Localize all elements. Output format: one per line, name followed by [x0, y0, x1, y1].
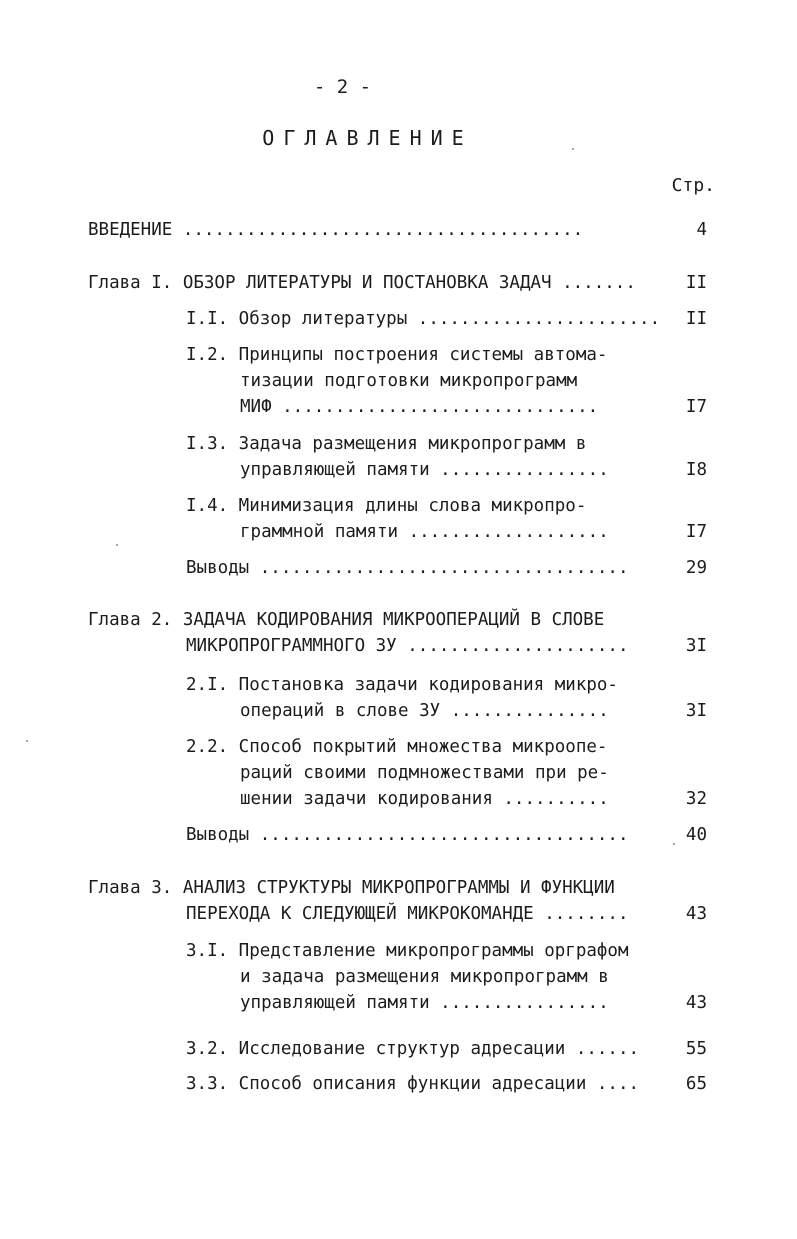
scan-speck	[116, 544, 118, 546]
toc-line: Глава 3. АНАЛИЗ СТРУКТУРЫ МИКРОПРОГРАММЫ И ФУНКЦИИ	[88, 878, 615, 898]
toc-line: операций в слове ЗУ ...............	[240, 701, 609, 721]
toc-page-number: I7	[685, 522, 707, 542]
page-number: - 2 -	[313, 76, 372, 98]
toc-line: граммной памяти ...................	[240, 522, 609, 542]
toc-page-number: 3I	[685, 636, 707, 656]
scan-speck	[673, 843, 675, 845]
toc-line: МИКРОПРОГРАММНОГО ЗУ .....................	[186, 636, 629, 656]
toc-line: ПЕРЕХОДА К СЛЕДУЮЩЕЙ МИКРОКОМАНДЕ ........	[186, 904, 629, 924]
toc-line: 2.I. Постановка задачи кодирования микро-	[186, 675, 618, 695]
toc-page-number: 40	[685, 825, 707, 845]
toc-line: I.2. Принципы построения системы автома-	[186, 345, 608, 365]
toc-page-number: 29	[685, 558, 707, 578]
toc-line: тизации подготовки микропрограмм	[240, 371, 578, 391]
toc-line: управляющей памяти ................	[240, 460, 609, 480]
toc-line: I.4. Минимизация длины слова микропро-	[186, 496, 587, 516]
toc-line: МИФ ..............................	[240, 397, 599, 417]
toc-line: Глава I. ОБЗОР ЛИТЕРАТУРЫ И ПОСТАНОВКА ЗАДАЧ .......	[88, 273, 636, 293]
toc-line: Выводы ...................................	[186, 825, 629, 845]
toc-line: I.I. Обзор литературы .......................	[186, 309, 661, 329]
toc-line: 3.I. Представление микропрограммы орграфом	[186, 941, 629, 961]
toc-page-number: 4	[696, 220, 707, 240]
toc-line: шении задачи кодирования ..........	[240, 789, 609, 809]
toc-line: ВВЕДЕНИЕ ......................................	[88, 220, 584, 240]
toc-page-number: 43	[685, 993, 707, 1013]
toc-page-number: II	[685, 273, 707, 293]
toc-line: 3.3. Способ описания функции адресации ....	[186, 1074, 640, 1094]
toc-page-number: 55	[685, 1039, 707, 1059]
toc-line: I.3. Задача размещения микропрограмм в	[186, 434, 587, 454]
toc-line: и задача размещения микропрограмм в	[240, 967, 609, 987]
scan-speck	[572, 148, 574, 150]
page-column-header: Стр.	[671, 175, 715, 196]
toc-line: Выводы ...................................	[186, 558, 629, 578]
toc-page-number: 3I	[685, 701, 707, 721]
toc-page-number: 32	[685, 789, 707, 809]
toc-page-number: I7	[685, 397, 707, 417]
toc-page-number: 43	[685, 904, 707, 924]
toc-line: Глава 2. ЗАДАЧА КОДИРОВАНИЯ МИКРООПЕРАЦИЙ В СЛОВЕ	[88, 610, 605, 630]
toc-line: 3.2. Исследование структур адресации ......	[186, 1039, 640, 1059]
toc-line: 2.2. Способ покрытий множества микроопе-	[186, 737, 608, 757]
toc-page-number: 65	[685, 1074, 707, 1094]
scan-speck	[26, 740, 28, 742]
toc-line: раций своими подмножествами при ре-	[240, 763, 609, 783]
toc-page-number: II	[685, 309, 707, 329]
toc-line: управляющей памяти ................	[240, 993, 609, 1013]
page-title: ОГЛАВЛЕНИЕ	[262, 126, 473, 150]
toc-page-number: I8	[685, 460, 707, 480]
